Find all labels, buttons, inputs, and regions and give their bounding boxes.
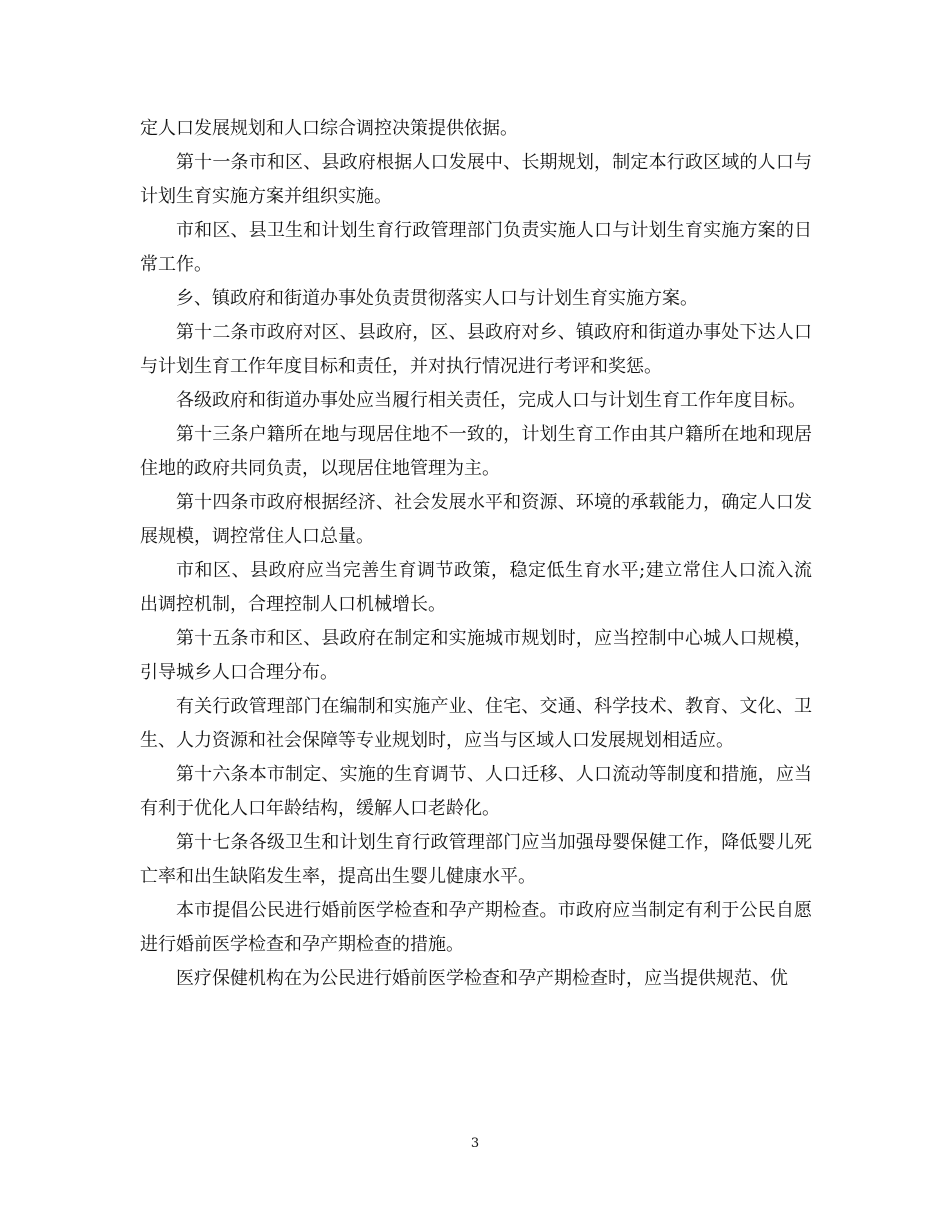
page-number: 3	[470, 1136, 480, 1151]
paragraph: 医疗保健机构在为公民进行婚前医学检查和孕产期检查时，应当提供规范、优	[176, 968, 788, 989]
paragraph-article-16: 第十六条本市制定、实施的生育调节、人口迁移、人口流动等制度和措施，应当有利于优化人口年龄结构，缓解人口老龄化。	[140, 764, 812, 819]
document-body	[140, 112, 812, 996]
paragraph: 各级政府和街道办事处应当履行相关责任，完成人口与计划生育工作年度目标。	[176, 390, 806, 411]
paragraph-article-15: 第十五条市和区、县政府在制定和实施城市规划时，应当控制中心城人口规模，引导城乡人口合理分布。	[140, 628, 812, 683]
paragraph-article-12: 第十二条市政府对区、县政府，区、县政府对乡、镇政府和街道办事处下达人口与计划生育工作年度目标和责任，并对执行情况进行考评和奖惩。	[140, 322, 812, 377]
paragraph-article-11: 第十一条市和区、县政府根据人口发展中、长期规划，制定本行政区域的人口与计划生育实施方案并组织实施。	[140, 152, 812, 207]
paragraph-continuation: 定人口发展规划和人口综合调控决策提供依据。	[140, 118, 518, 139]
paragraph-article-17: 第十七条各级卫生和计划生育行政管理部门应当加强母婴保健工作，降低婴儿死亡率和出生缺陷发生率，提高出生婴儿健康水平。	[140, 832, 812, 887]
paragraph: 市和区、县卫生和计划生育行政管理部门负责实施人口与计划生育实施方案的日常工作。	[140, 220, 812, 275]
paragraph: 本市提倡公民进行婚前医学检查和孕产期检查。市政府应当制定有利于公民自愿进行婚前医学检查和孕产期检查的措施。	[140, 900, 812, 955]
paragraph: 乡、镇政府和街道办事处负责贯彻落实人口与计划生育实施方案。	[176, 288, 698, 309]
paragraph: 市和区、县政府应当完善生育调节政策，稳定低生育水平;建立常住人口流入流出调控机制，合理控制人口机械增长。	[140, 560, 812, 615]
paragraph-article-14: 第十四条市政府根据经济、社会发展水平和资源、环境的承载能力，确定人口发展规模，调控常住人口总量。	[140, 492, 812, 547]
paragraph: 有关行政管理部门在编制和实施产业、住宅、交通、科学技术、教育、文化、卫生、人力资源和社会保障等专业规划时，应当与区域人口发展规划相适应。	[140, 696, 812, 751]
paragraph-article-13: 第十三条户籍所在地与现居住地不一致的，计划生育工作由其户籍所在地和现居住地的政府共同负责，以现居住地管理为主。	[140, 424, 812, 479]
